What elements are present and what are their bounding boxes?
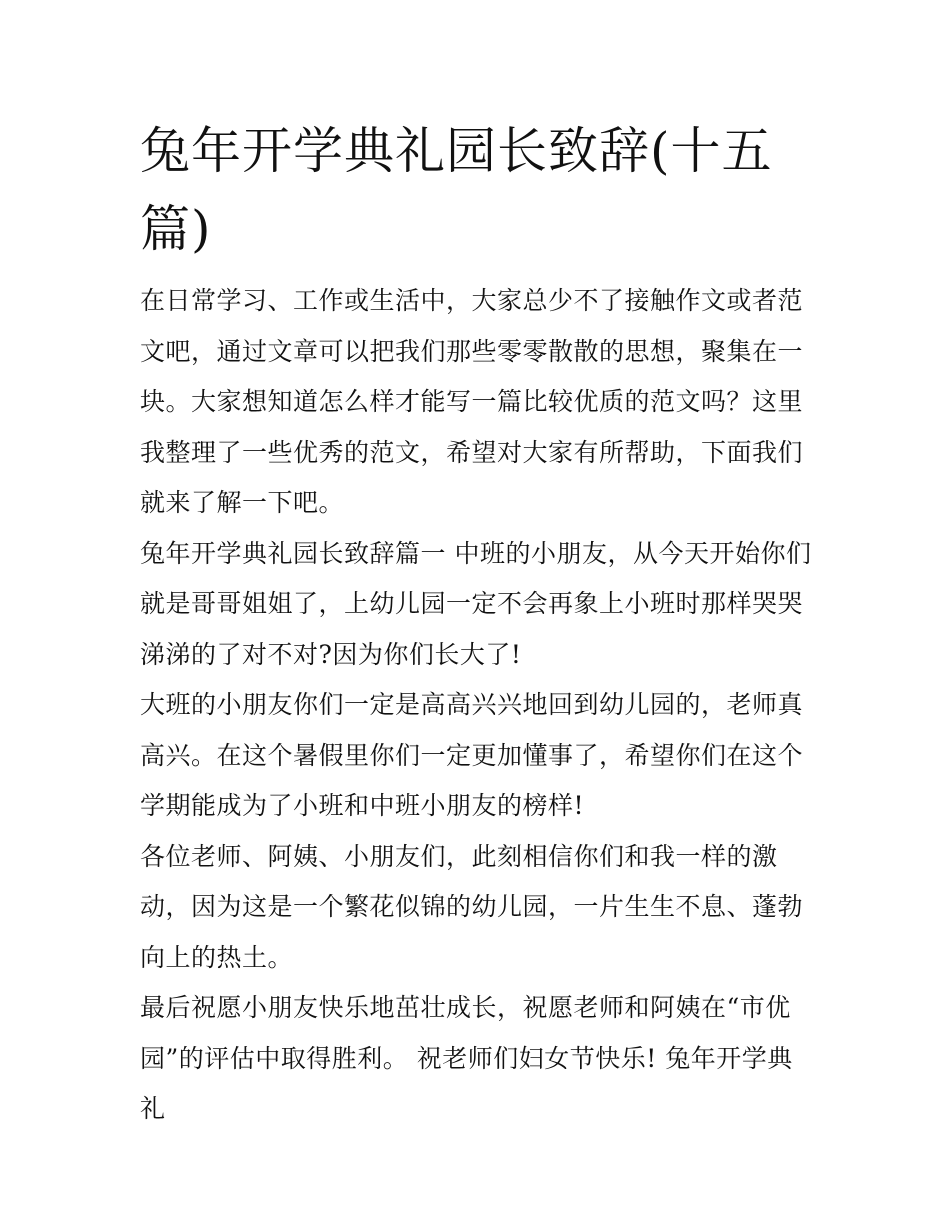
document-title: 兔年开学典礼园长致辞(十五篇) bbox=[140, 122, 773, 258]
paragraph-closing: 最后祝愿小朋友快乐地茁壮成长，祝愿老师和阿姨在“市优园”的评估中取得胜利。 祝老师们妇女节快乐! 兔年开学典礼 bbox=[140, 993, 793, 1123]
document-body bbox=[140, 276, 812, 1135]
paragraph-senior-class: 大班的小朋友你们一定是高高兴兴地回到幼儿园的，老师真高兴。在这个暑假里你们一定更加懂事了，希望你们在这个学期能成为了小班和中班小朋友的榜样! bbox=[140, 690, 804, 820]
paragraph-intro: 在日常学习、工作或生活中，大家总少不了接触作文或者范文吧，通过文章可以把我们那些零零散散的思想，聚集在一块。大家想知道怎么样才能写一篇比较优质的范文吗？这里我整理了一些优秀的范文，希望对大家有所帮助，下面我们就来了解一下吧。 bbox=[140, 286, 804, 517]
paragraph-greeting: 各位老师、阿姨、小朋友们，此刻相信你们和我一样的激动，因为这是一个繁花似锦的幼儿园，一片生生不息、蓬勃向上的热土。 bbox=[140, 841, 804, 972]
paragraph-middle-class: 兔年开学典礼园长致辞篇一 中班的小朋友，从今天开始你们就是哥哥姐姐了，上幼儿园一定不会再象上小班时那样哭哭涕涕的了对不对?因为你们长大了! bbox=[140, 538, 812, 669]
